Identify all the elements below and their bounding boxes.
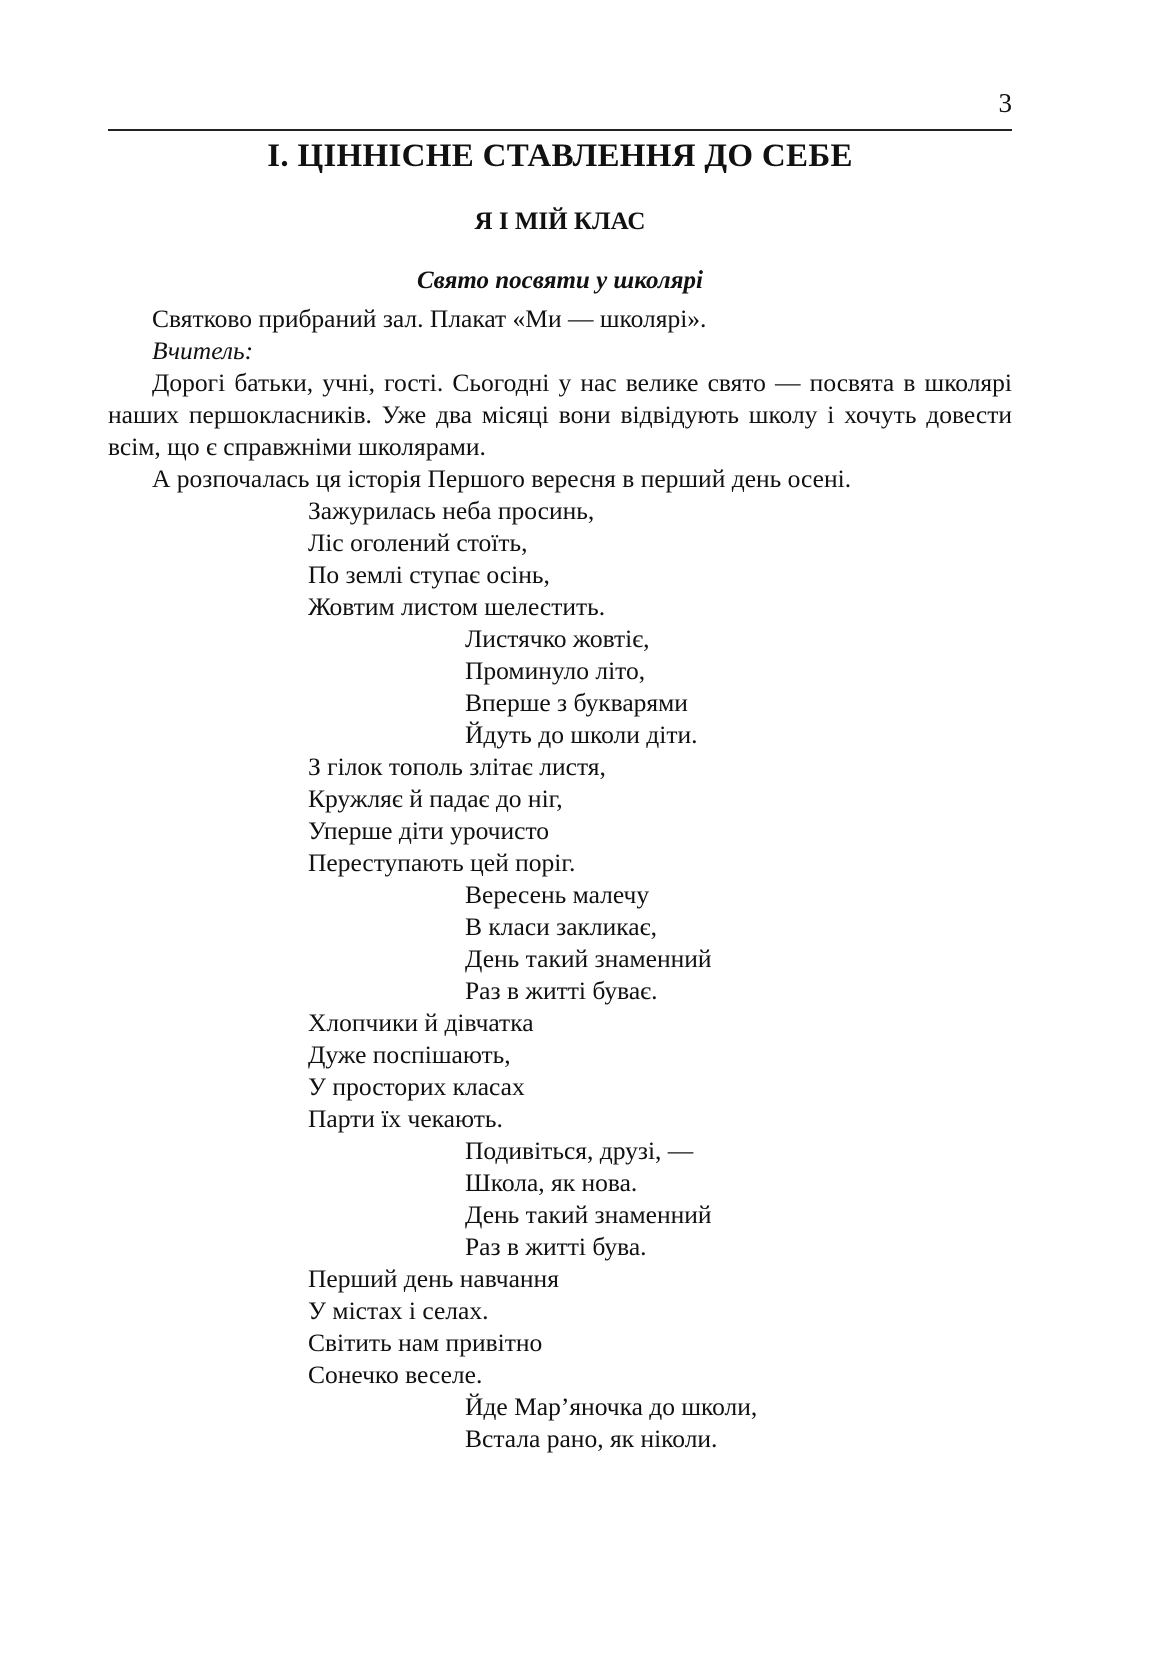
verse-line: В класи закликає, xyxy=(465,912,657,941)
verse-line: Ліс оголений стоїть, xyxy=(308,528,528,557)
section-title: Я І МІЙ КЛАС xyxy=(474,208,646,235)
subsection-title: Свято посвяти у школярі xyxy=(417,267,703,294)
verse-line: Вересень малечу xyxy=(465,880,650,909)
poem xyxy=(108,495,1012,1455)
verse-line: Сонечко веселе. xyxy=(308,1360,483,1389)
verse-line: Світить нам привітно xyxy=(308,1328,543,1357)
verse-line: Перший день навчання xyxy=(308,1264,559,1293)
chapter-title: I. ЦІННІСНЕ СТАВЛЕННЯ ДО СЕБЕ xyxy=(267,138,853,174)
verse-line: Йдуть до школи діти. xyxy=(465,720,698,749)
verse-line: Вперше з букварями xyxy=(465,688,688,717)
intro-paragraph: Святково прибраний зал. Плакат «Ми — школярі». xyxy=(152,304,707,333)
verse-line: Листячко жовтіє, xyxy=(465,624,650,653)
story-paragraph: А розпочалась ця історія Першого вересня в перший день осені. xyxy=(152,464,852,493)
verse-line: День такий знаменний xyxy=(465,944,712,973)
verse-line: Кружляє й падає до ніг, xyxy=(308,784,563,813)
verse-line: Школа, як нова. xyxy=(465,1168,638,1197)
verse-line: У містах і селах. xyxy=(308,1296,489,1325)
verse-line: Жовтим листом шелестить. xyxy=(308,592,606,621)
speaker-label: Вчитель: xyxy=(152,336,254,365)
verse-line: Проминуло літо, xyxy=(465,656,646,685)
page-number: 3 xyxy=(998,88,1012,118)
verse-line: Подивіться, друзі, — xyxy=(465,1136,694,1165)
verse-line: Встала рано, як ніколи. xyxy=(465,1424,718,1453)
verse-line: Переступають цей поріг. xyxy=(308,848,576,877)
verse-line: Хлопчики й дівчатка xyxy=(308,1008,534,1037)
body-text xyxy=(108,303,1012,1455)
header-rule xyxy=(108,129,1012,131)
verse-line: Йде Мар’яночка до школи, xyxy=(465,1392,758,1421)
verse-line: Раз в житті буває. xyxy=(465,976,658,1005)
verse-line: Зажурилась неба просинь, xyxy=(308,496,595,525)
verse-line: У просторих класах xyxy=(308,1072,525,1101)
verse-line: Раз в житті бува. xyxy=(465,1232,647,1261)
verse-line: День такий знаменний xyxy=(465,1200,712,1229)
verse-line: По землі ступає осінь, xyxy=(308,560,550,589)
verse-line: Уперше діти урочисто xyxy=(308,816,550,845)
verse-line: З гілок тополь злітає листя, xyxy=(308,752,606,781)
speech-paragraph: Дорогі батьки, учні, гості. Сьогодні у нас велике свято — посвята в школярі наших першокласників. Уже два місяці вони відвідують школу і хочуть довести всім, що є справжніми школярами. xyxy=(108,368,1012,461)
verse-line: Парти їх чекають. xyxy=(308,1104,503,1133)
verse-line: Дуже поспішають, xyxy=(308,1040,511,1069)
